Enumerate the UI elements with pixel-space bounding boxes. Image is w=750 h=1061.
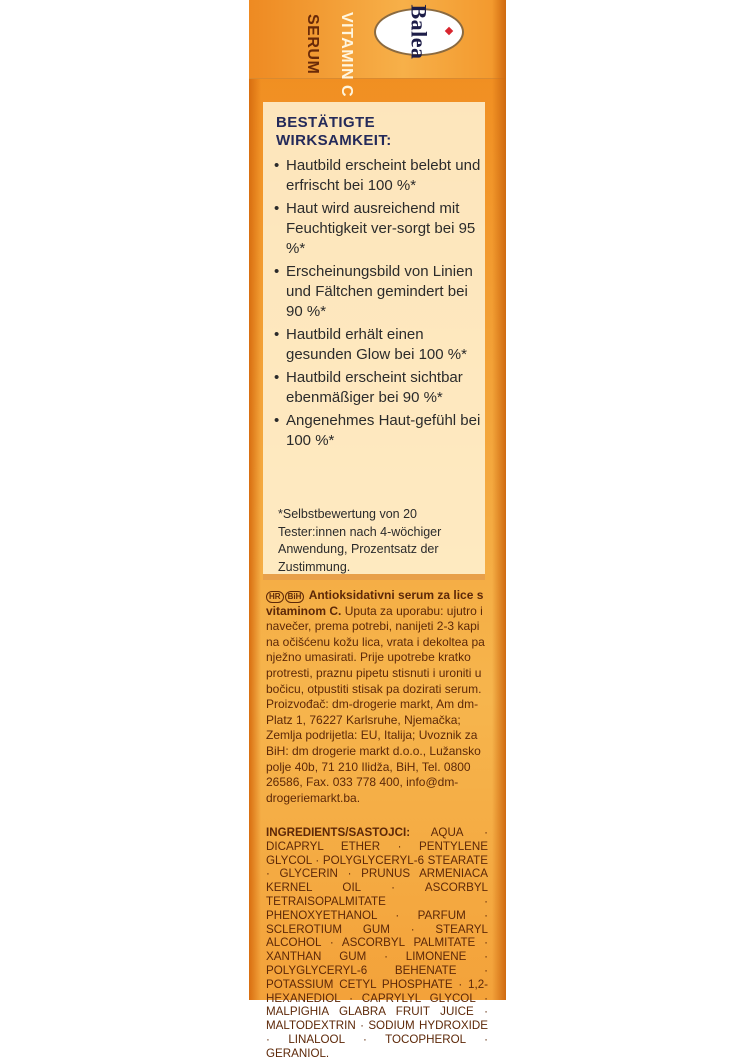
bullet-icon: •: [274, 263, 280, 280]
claim-text: Haut wird ausreichend mit Feuchtigkeit ver-sorgt bei 95 %*: [286, 200, 476, 257]
bullet-icon: •: [274, 157, 280, 174]
claim-item: [272, 325, 482, 365]
product-name-line1: VITAMIN C: [338, 12, 355, 98]
claims-list: [272, 156, 482, 454]
croatian-text-block: [266, 588, 488, 806]
claim-item: [272, 199, 482, 259]
claim-item: [272, 262, 482, 322]
bullet-icon: •: [274, 326, 280, 343]
ingredients-text: AQUA · DICAPRYL ETHER · PENTYLENE GLYCOL · POLYGLYCERYL-6 STEARATE · GLYCERIN · PRUNUS ARMENIACA KERNEL OIL · ASCORBYL TETRAISOPALMITATE · PHENOXYETHANOL · PARFUM · SCLEROTIUM GUM · STEARYL ALCOHOL · ASCORBYL PALMITATE · XANTHAN GUM · LIMONENE · POLYGLYCERYL-6 BEHENATE · POTASSIUM CETYL PHOSPHATE · 1,2-HEXANEDIOL · CAPRYLYL GLYCOL · MALPIGHIA GLABRA FRUIT JUICE · MALTODEXTRIN · SODIUM HYDROXIDE · LINALOOL · TOCOPHEROL · GERANIOL.: [266, 826, 488, 1060]
claim-text: Hautbild erscheint belebt und erfrischt bei 100 %*: [286, 157, 481, 194]
effectiveness-heading: BESTÄTIGTE WIRKSAMKEIT:: [276, 114, 392, 149]
claim-text: Hautbild erscheint sichtbar ebenmäßiger bei 90 %*: [286, 369, 463, 406]
bullet-icon: •: [274, 200, 280, 217]
product-name-line2: SERUM: [304, 14, 321, 75]
claim-text: Erscheinungsbild von Linien und Fältchen gemindert bei 90 %*: [286, 263, 473, 320]
bih-badge: BiH: [285, 591, 305, 603]
claims-footnote: *Selbstbewertung von 20 Tester:innen nach 4-wöchiger Anwendung, Prozentsatz der Zustimmung.: [278, 507, 442, 574]
hr-badge: HR: [266, 591, 284, 603]
croatian-body: Uputa za uporabu: ujutro i navečer, prema potrebi, nanijeti 2-3 kapi na očišćenu kožu lica, vrata i dekoltea pa nježno umasirati. Prije upotrebe kratko protresti, praznu pipetu stisnuti i uroniti u bočicu, otpustiti stisak pa dozirati serum. Proizvođač: dm-drogerie markt, Am dm-Platz 1, 76227 Karlsruhe, Njemačka; Zemlja podrijetla: EU, Italija; Uvoznik za BiH: dm drogerie markt d.o.o., Lužansko polje 40b, 71 210 Ilidža, BiH, Tel. 0800 26586, Fax. 033 778 400, info@dm-drogeriemarkt.ba.: [266, 603, 485, 805]
logo-text: Balea: [407, 4, 432, 60]
claim-text: Hautbild erhält einen gesunden Glow bei 100 %*: [286, 326, 467, 363]
croatian-title: Antioksidativni serum za lice s vitaminom C.: [266, 588, 484, 618]
claim-item: [272, 411, 482, 451]
bullet-icon: •: [274, 412, 280, 429]
claim-text: Angenehmes Haut-gefühl bei 100 %*: [286, 412, 481, 449]
ingredients-block: [266, 826, 488, 1061]
claim-item: [272, 368, 482, 408]
claim-item: [272, 156, 482, 196]
ingredients-label: INGREDIENTS/SASTOJCI:: [266, 826, 411, 839]
logo-star-icon: [445, 27, 453, 35]
balea-logo: [374, 4, 464, 60]
bullet-icon: •: [274, 369, 280, 386]
